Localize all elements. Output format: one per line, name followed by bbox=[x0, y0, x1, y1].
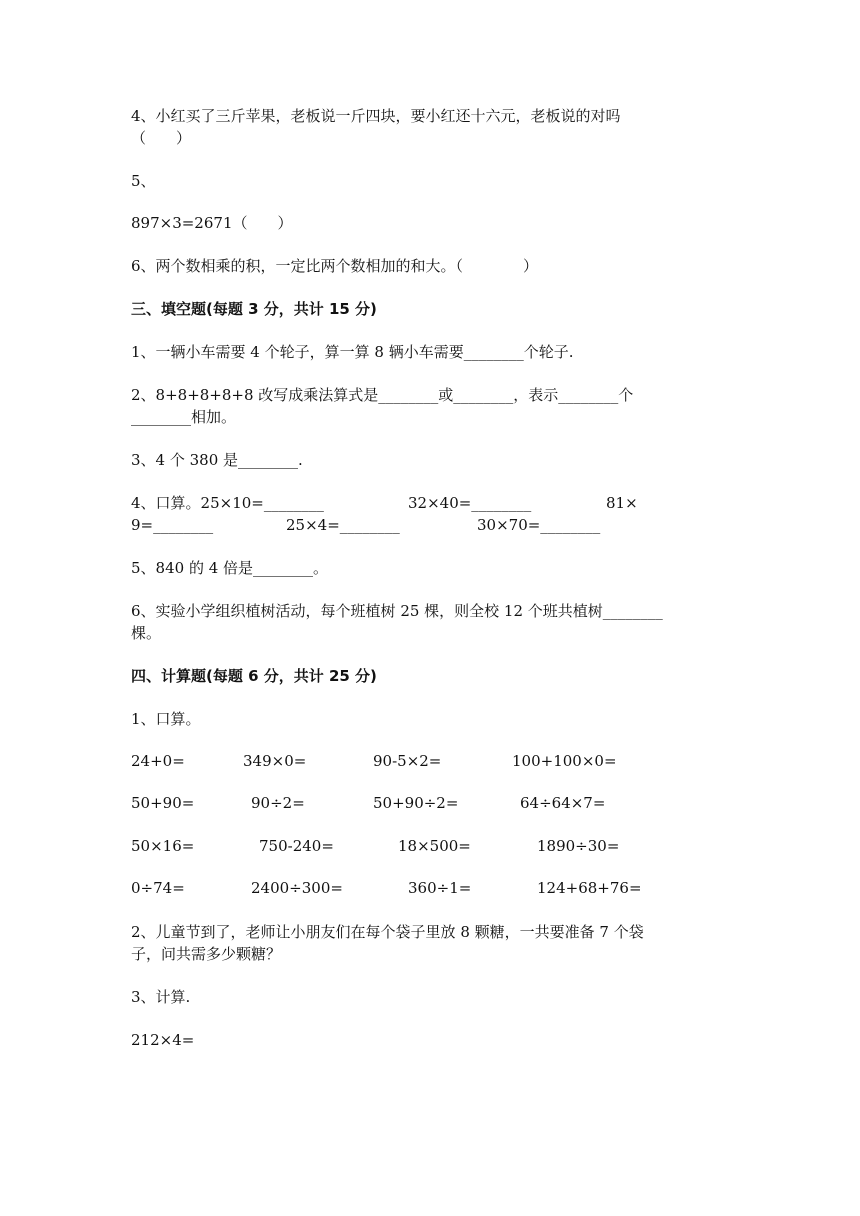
fill-q5: 5、840 的 4 倍是________。 bbox=[131, 559, 329, 577]
fill-q4-item-4: 25×4=________ bbox=[286, 516, 400, 534]
judge-q4-answer-blank: （ ） bbox=[131, 129, 192, 147]
fill-q4-item-1: 4、口算。25×10=________ bbox=[131, 494, 324, 512]
oral-item: 0÷74= bbox=[131, 879, 185, 897]
fill-q3: 3、4 个 380 是________. bbox=[131, 451, 303, 469]
oral-item: 1890÷30= bbox=[537, 837, 620, 855]
fill-q4-item-5: 30×70=________ bbox=[477, 516, 601, 534]
judge-q5-expression: 897×3=2671（ ） bbox=[131, 214, 293, 232]
fill-q6-line2: 棵。 bbox=[131, 624, 162, 642]
fill-q1: 1、一辆小车需要 4 个轮子，算一算 8 辆小车需要________个轮子. bbox=[131, 343, 574, 361]
judge-q4-line1: 4、小红买了三斤苹果，老板说一斤四块，要小红还十六元，老板说的对吗 bbox=[131, 107, 621, 125]
fill-q2-line2: ________相加。 bbox=[131, 408, 237, 426]
fill-q4-item-3-start: 81× bbox=[606, 494, 638, 512]
fill-q2-line1: 2、8+8+8+8+8 改写成乘法算式是________或________，表示________个 bbox=[131, 386, 634, 404]
calc-q3-label: 3、计算. bbox=[131, 988, 191, 1006]
oral-item: 18×500= bbox=[398, 837, 471, 855]
fill-q6-line1: 6、实验小学组织植树活动，每个班植树 25 棵，则全校 12 个班共植树________ bbox=[131, 602, 663, 620]
oral-item: 50+90÷2= bbox=[373, 794, 459, 812]
oral-item: 349×0= bbox=[243, 752, 307, 770]
oral-item: 90-5×2= bbox=[373, 752, 442, 770]
calc-q3-expression: 212×4= bbox=[131, 1031, 195, 1049]
calc-q1-label: 1、口算。 bbox=[131, 710, 201, 728]
fill-q4-item-2: 32×40=________ bbox=[408, 494, 532, 512]
oral-item: 360÷1= bbox=[408, 879, 472, 897]
oral-item: 50+90= bbox=[131, 794, 195, 812]
oral-item: 2400÷300= bbox=[251, 879, 343, 897]
oral-item: 64÷64×7= bbox=[520, 794, 606, 812]
oral-item: 50×16= bbox=[131, 837, 195, 855]
fill-q4-item-3-end: 9=________ bbox=[131, 516, 214, 534]
judge-q6: 6、两个数相乘的积，一定比两个数相加的和大。（ ） bbox=[131, 257, 539, 275]
oral-item: 124+68+76= bbox=[537, 879, 642, 897]
oral-item: 100+100×0= bbox=[512, 752, 617, 770]
calc-q2-line1: 2、儿童节到了，老师让小朋友们在每个袋子里放 8 颗糖，一共要准备 7 个袋 bbox=[131, 923, 644, 941]
calc-section-heading: 四、计算题(每题 6 分，共计 25 分) bbox=[131, 667, 377, 685]
calc-q2-line2: 子，问共需多少颗糖？ bbox=[131, 945, 282, 963]
oral-item: 750-240= bbox=[259, 837, 334, 855]
judge-q5-label: 5、 bbox=[131, 172, 156, 190]
oral-item: 90÷2= bbox=[251, 794, 305, 812]
oral-item: 24+0= bbox=[131, 752, 185, 770]
fill-section-heading: 三、填空题(每题 3 分，共计 15 分) bbox=[131, 300, 377, 318]
